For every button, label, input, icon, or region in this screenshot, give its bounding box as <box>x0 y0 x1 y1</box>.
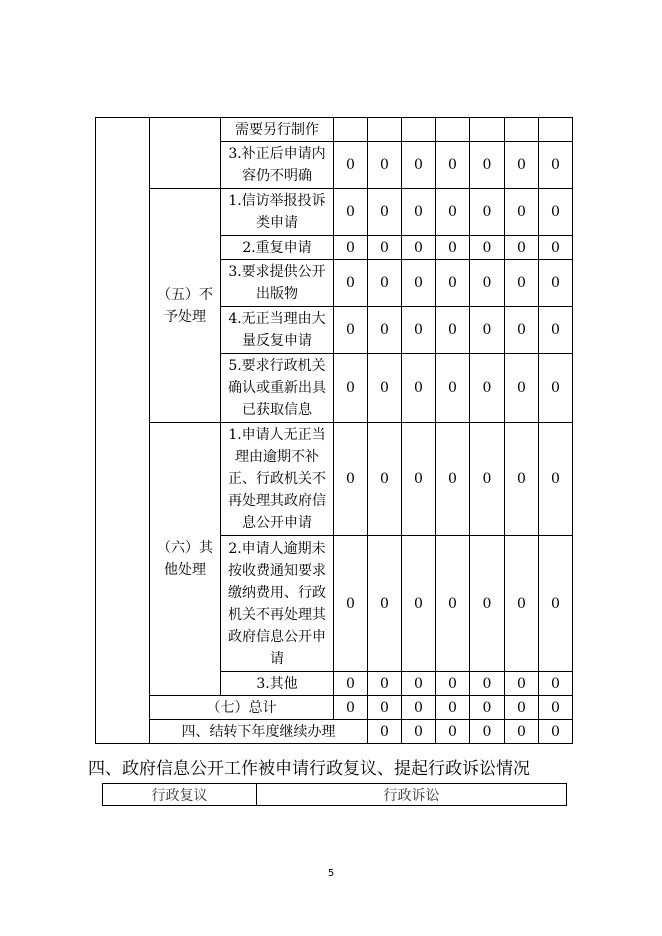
value-cell: 0 <box>368 672 402 696</box>
value-cell: 0 <box>505 142 539 189</box>
value-cell: 0 <box>470 189 505 236</box>
value-cell: 0 <box>402 720 436 744</box>
group6-label: （六）其他处理 <box>150 423 221 696</box>
column-header-litigation: 行政诉讼 <box>257 784 567 806</box>
value-cell: 0 <box>334 307 368 354</box>
value-cell: 0 <box>436 536 470 672</box>
value-cell: 0 <box>368 696 402 720</box>
value-cell: 0 <box>470 236 505 260</box>
value-cell: 0 <box>402 536 436 672</box>
value-cell: 0 <box>436 696 470 720</box>
value-cell: 0 <box>539 423 573 536</box>
carryover-label: 四、结转下年度继续办理 <box>150 720 368 744</box>
item-label: 5.要求行政机关确认或重新出具已获取信息 <box>221 354 334 423</box>
item-label: 需要另行制作 <box>221 118 334 142</box>
value-cell: 0 <box>505 260 539 307</box>
group5-label: （五）不予处理 <box>150 189 221 423</box>
value-cell: 0 <box>470 142 505 189</box>
table-row <box>96 118 573 142</box>
value-cell: 0 <box>436 307 470 354</box>
value-cell: 0 <box>368 354 402 423</box>
value-cell <box>436 118 470 142</box>
value-cell: 0 <box>436 354 470 423</box>
value-cell: 0 <box>368 536 402 672</box>
value-cell: 0 <box>470 260 505 307</box>
item-label: 4.无正当理由大量反复申请 <box>221 307 334 354</box>
value-cell <box>505 118 539 142</box>
value-cell: 0 <box>402 307 436 354</box>
table-row <box>96 189 573 236</box>
page-number: 5 <box>327 868 335 879</box>
item-label: 1.申请人无正当理由逾期不补正、行政机关不再处理其政府信息公开申请 <box>221 423 334 536</box>
value-cell: 0 <box>334 142 368 189</box>
item-label: 2.重复申请 <box>221 236 334 260</box>
item-label: 3.其他 <box>221 672 334 696</box>
value-cell: 0 <box>470 536 505 672</box>
table-row <box>96 696 573 720</box>
value-cell: 0 <box>539 260 573 307</box>
value-cell: 0 <box>402 142 436 189</box>
value-cell: 0 <box>539 536 573 672</box>
value-cell: 0 <box>505 423 539 536</box>
value-cell: 0 <box>505 672 539 696</box>
value-cell: 0 <box>436 260 470 307</box>
value-cell: 0 <box>334 423 368 536</box>
value-cell: 0 <box>505 720 539 744</box>
group4-cell <box>150 118 221 189</box>
value-cell <box>402 118 436 142</box>
value-cell: 0 <box>402 236 436 260</box>
value-cell: 0 <box>334 354 368 423</box>
value-cell: 0 <box>505 236 539 260</box>
item-label: 2.申请人逾期未按收费通知要求缴纳费用、行政机关不再处理其政府信息公开申请 <box>221 536 334 672</box>
value-cell: 0 <box>436 236 470 260</box>
value-cell: 0 <box>368 142 402 189</box>
item-label: 3.补正后申请内容仍不明确 <box>221 142 334 189</box>
section-heading: 四、政府信息公开工作被申请行政复议、提起行政诉讼情况 <box>88 759 530 779</box>
value-cell: 0 <box>470 672 505 696</box>
value-cell <box>470 118 505 142</box>
value-cell: 0 <box>436 423 470 536</box>
value-cell: 0 <box>368 720 402 744</box>
review-litigation-table <box>102 783 567 806</box>
disposition-table <box>95 117 573 744</box>
table-row <box>96 720 573 744</box>
value-cell: 0 <box>402 423 436 536</box>
value-cell: 0 <box>402 189 436 236</box>
value-cell: 0 <box>334 536 368 672</box>
value-cell: 0 <box>334 189 368 236</box>
value-cell: 0 <box>505 536 539 672</box>
value-cell: 0 <box>539 236 573 260</box>
value-cell: 0 <box>505 354 539 423</box>
value-cell: 0 <box>539 672 573 696</box>
value-cell: 0 <box>539 307 573 354</box>
value-cell <box>539 118 573 142</box>
value-cell: 0 <box>470 307 505 354</box>
value-cell: 0 <box>470 423 505 536</box>
value-cell: 0 <box>402 696 436 720</box>
value-cell: 0 <box>505 189 539 236</box>
value-cell: 0 <box>436 672 470 696</box>
value-cell: 0 <box>334 696 368 720</box>
table-row <box>103 784 567 806</box>
value-cell: 0 <box>539 696 573 720</box>
value-cell: 0 <box>334 236 368 260</box>
value-cell: 0 <box>539 354 573 423</box>
value-cell: 0 <box>334 672 368 696</box>
item-label: 1.信访举报投诉类申请 <box>221 189 334 236</box>
value-cell: 0 <box>402 672 436 696</box>
value-cell: 0 <box>470 696 505 720</box>
value-cell: 0 <box>539 142 573 189</box>
value-cell: 0 <box>436 189 470 236</box>
value-cell: 0 <box>539 720 573 744</box>
value-cell: 0 <box>368 307 402 354</box>
value-cell: 0 <box>539 189 573 236</box>
total-label: （七）总计 <box>150 696 334 720</box>
value-cell: 0 <box>470 720 505 744</box>
value-cell: 0 <box>505 696 539 720</box>
value-cell: 0 <box>505 307 539 354</box>
column-header-review: 行政复议 <box>103 784 257 806</box>
value-cell: 0 <box>368 236 402 260</box>
value-cell: 0 <box>368 189 402 236</box>
value-cell <box>368 118 402 142</box>
table-row <box>96 423 573 536</box>
value-cell: 0 <box>470 354 505 423</box>
value-cell: 0 <box>436 142 470 189</box>
value-cell: 0 <box>334 260 368 307</box>
value-cell <box>334 118 368 142</box>
value-cell: 0 <box>368 423 402 536</box>
value-cell: 0 <box>436 720 470 744</box>
item-label: 3.要求提供公开出版物 <box>221 260 334 307</box>
value-cell: 0 <box>368 260 402 307</box>
value-cell: 0 <box>402 260 436 307</box>
value-cell: 0 <box>402 354 436 423</box>
outer-category-cell <box>96 118 150 744</box>
